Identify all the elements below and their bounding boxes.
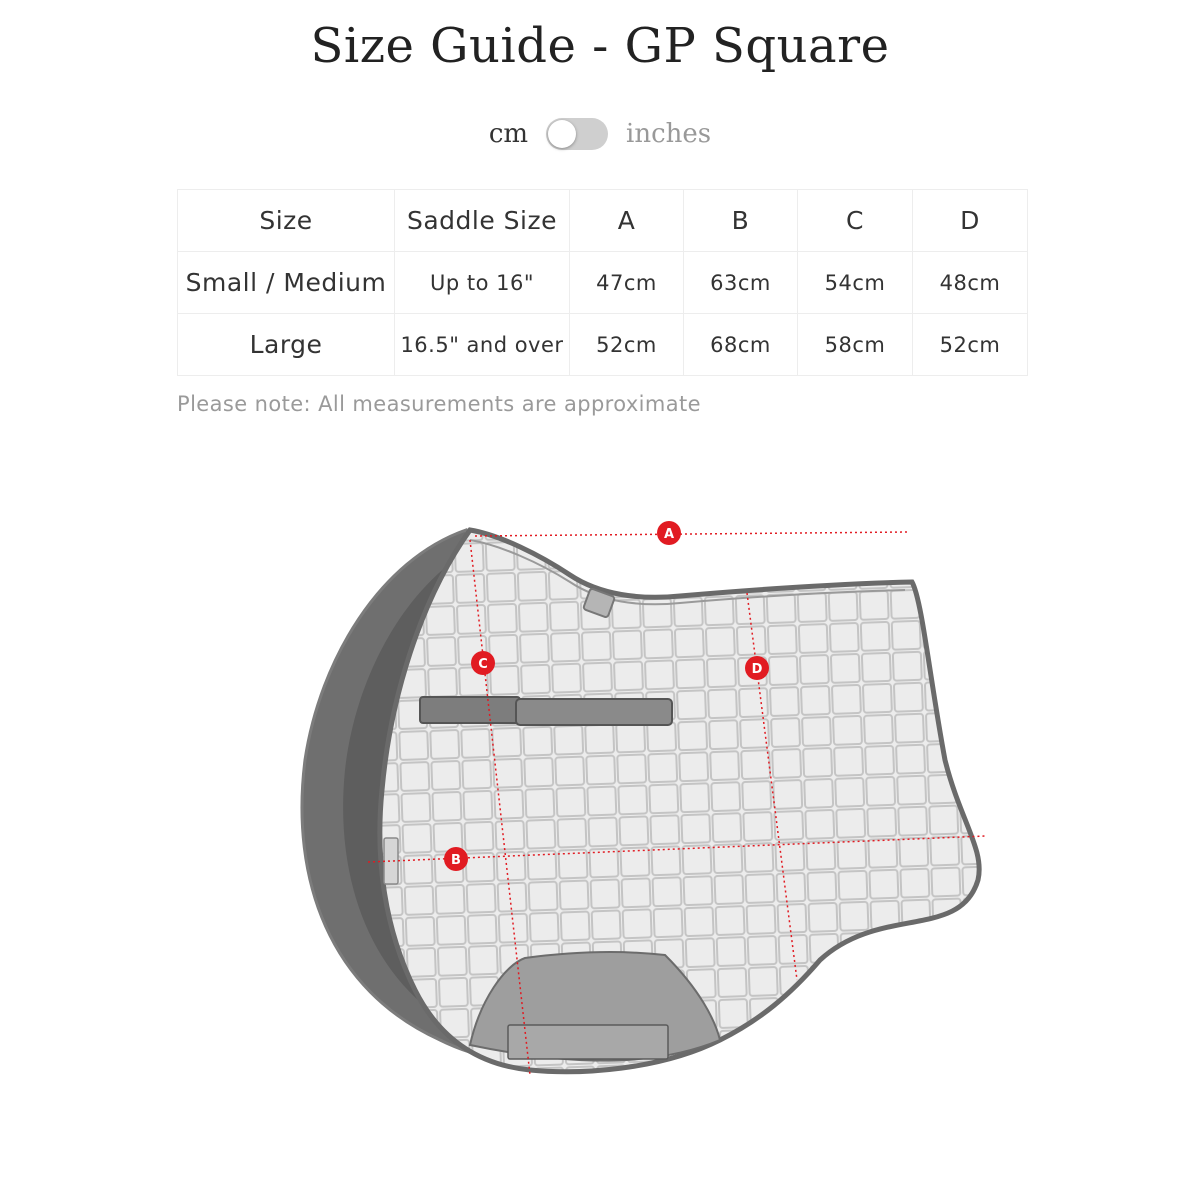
badge-a [657,521,681,545]
badge-b-label: B [451,853,461,868]
badge-c [471,651,495,675]
badge-a-label: A [663,527,675,542]
page-title: Size Guide - GP Square [310,18,890,74]
cell-d: 52cm [913,314,1028,376]
cell-saddle-size: 16.5" and over [395,314,570,376]
patch-label [508,1025,668,1059]
header-b: B [684,190,798,252]
cell-d: 48cm [913,252,1028,314]
side-label-tab [384,838,398,884]
cell-c: 58cm [798,314,913,376]
header-size: Size [178,190,395,252]
unit-label-cm: cm [488,119,529,149]
header-d: D [913,190,1028,252]
cell-c: 54cm [798,252,913,314]
unit-label-inches: inches [626,119,712,149]
cell-a: 47cm [570,252,684,314]
header-c: C [798,190,913,252]
cell-b: 63cm [684,252,798,314]
girth-strap-right [516,699,672,725]
cell-saddle-size: Up to 16" [395,252,570,314]
cell-b: 68cm [684,314,798,376]
badge-d-label: D [751,662,763,677]
cell-a: 52cm [570,314,684,376]
approximate-note: Please note: All measurements are approximate [177,392,701,416]
badge-b [444,847,468,871]
girth-strap-left [420,697,520,723]
header-a: A [570,190,684,252]
cell-size: Large [178,314,395,376]
header-saddle-size: Saddle Size [395,190,570,252]
badge-c-label: C [478,657,488,672]
cell-size: Small / Medium [178,252,395,314]
measure-line-a [475,532,908,536]
badge-d [745,656,769,680]
